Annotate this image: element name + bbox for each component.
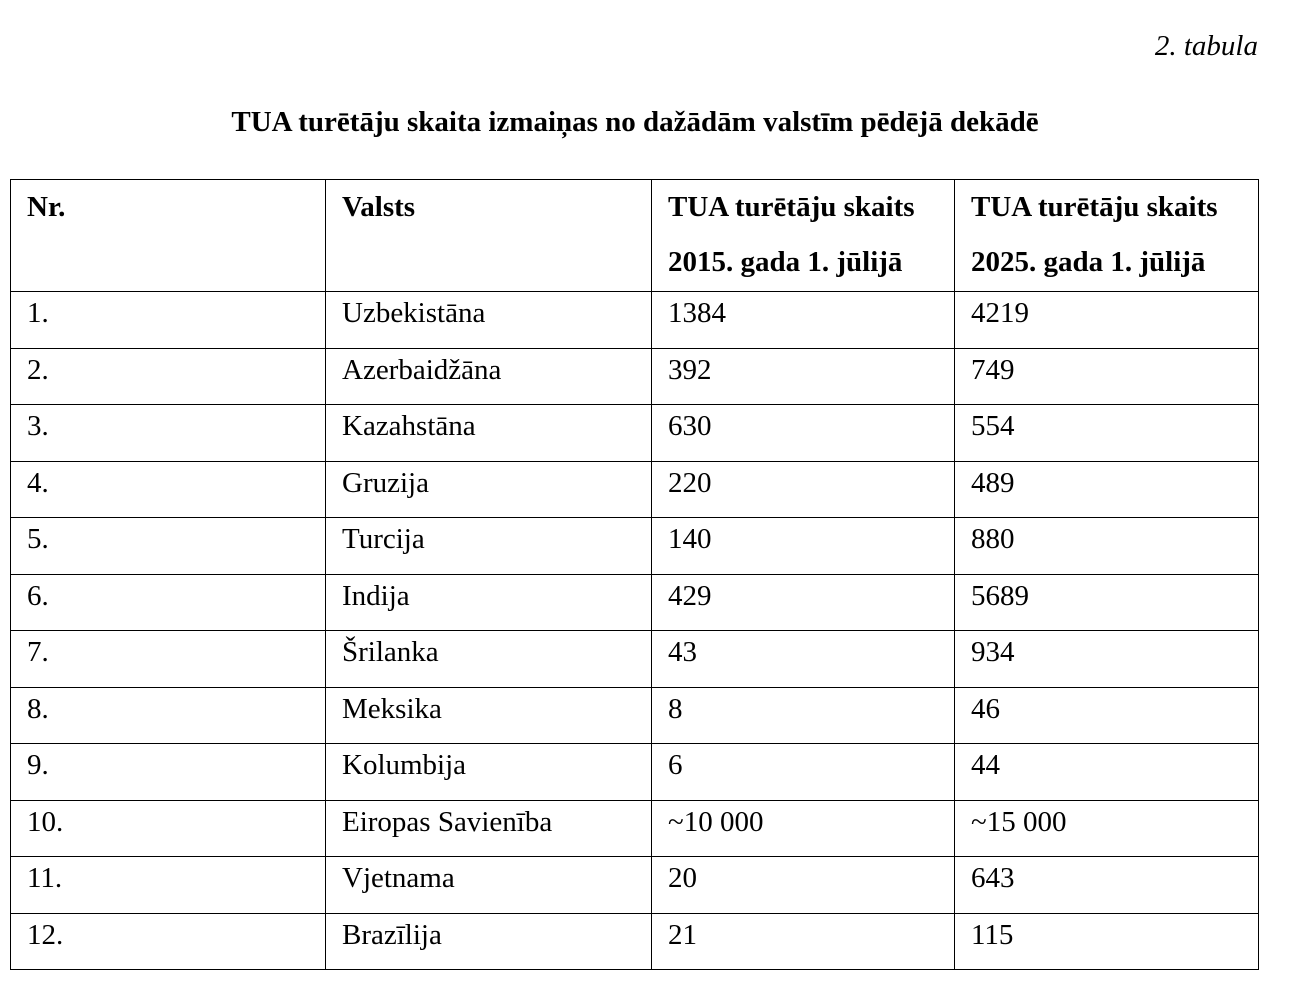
cell-count-2025: 4219 xyxy=(955,292,1259,349)
cell-count-2015: 6 xyxy=(652,744,955,801)
cell-count-2015: 21 xyxy=(652,913,955,970)
table-row xyxy=(11,857,1259,914)
table-row xyxy=(11,348,1259,405)
cell-nr: 9. xyxy=(11,744,326,801)
header-row xyxy=(11,180,1259,292)
cell-nr: 10. xyxy=(11,800,326,857)
cell-country: Uzbekistāna xyxy=(326,292,652,349)
cell-country: Šrilanka xyxy=(326,631,652,688)
cell-nr: 12. xyxy=(11,913,326,970)
header-count-2015 xyxy=(652,180,955,292)
header-count-2025-line1: TUA turētāju skaits xyxy=(971,191,1218,223)
header-count-2015-line2: 2015. gada 1. jūlijā xyxy=(668,246,903,278)
table-row xyxy=(11,800,1259,857)
cell-count-2015: 43 xyxy=(652,631,955,688)
table-row xyxy=(11,518,1259,575)
cell-count-2025: 934 xyxy=(955,631,1259,688)
cell-country: Kazahstāna xyxy=(326,405,652,462)
table-row xyxy=(11,405,1259,462)
header-count-2025 xyxy=(955,180,1259,292)
cell-nr: 4. xyxy=(11,461,326,518)
cell-count-2025: 115 xyxy=(955,913,1259,970)
table-row xyxy=(11,574,1259,631)
header-count-2015-line1: TUA turētāju skaits xyxy=(668,191,915,223)
cell-count-2015: 1384 xyxy=(652,292,955,349)
table-row xyxy=(11,631,1259,688)
table-row xyxy=(11,744,1259,801)
cell-count-2015: 429 xyxy=(652,574,955,631)
cell-country: Vjetnama xyxy=(326,857,652,914)
cell-count-2015: 20 xyxy=(652,857,955,914)
cell-count-2015: 630 xyxy=(652,405,955,462)
cell-count-2015: 392 xyxy=(652,348,955,405)
cell-count-2025: 554 xyxy=(955,405,1259,462)
header-country: Valsts xyxy=(326,180,652,292)
cell-nr: 8. xyxy=(11,687,326,744)
cell-nr: 1. xyxy=(11,292,326,349)
header-count-2025-line2: 2025. gada 1. jūlijā xyxy=(971,246,1206,278)
table-number-label: 2. tabula xyxy=(1154,30,1258,62)
cell-country: Brazīlija xyxy=(326,913,652,970)
cell-count-2025: 5689 xyxy=(955,574,1259,631)
cell-count-2015: 220 xyxy=(652,461,955,518)
cell-nr: 7. xyxy=(11,631,326,688)
table-row xyxy=(11,292,1259,349)
header-nr: Nr. xyxy=(11,180,326,292)
cell-count-2025: 880 xyxy=(955,518,1259,575)
cell-country: Kolumbija xyxy=(326,744,652,801)
cell-country: Meksika xyxy=(326,687,652,744)
cell-count-2025: 46 xyxy=(955,687,1259,744)
cell-count-2025: 749 xyxy=(955,348,1259,405)
cell-count-2025: ~15 000 xyxy=(955,800,1259,857)
cell-count-2025: 643 xyxy=(955,857,1259,914)
table-row xyxy=(11,461,1259,518)
table-header xyxy=(11,180,1259,292)
table-title: TUA turētāju skaita izmaiņas no dažādām valstīm pēdējā dekādē xyxy=(231,106,1039,138)
cell-nr: 3. xyxy=(11,405,326,462)
table-row xyxy=(11,913,1259,970)
cell-nr: 11. xyxy=(11,857,326,914)
table-body xyxy=(11,292,1259,970)
cell-count-2015: 140 xyxy=(652,518,955,575)
table-row xyxy=(11,687,1259,744)
cell-nr: 6. xyxy=(11,574,326,631)
cell-country: Turcija xyxy=(326,518,652,575)
cell-nr: 5. xyxy=(11,518,326,575)
cell-count-2025: 489 xyxy=(955,461,1259,518)
cell-country: Azerbaidžāna xyxy=(326,348,652,405)
cell-count-2015: ~10 000 xyxy=(652,800,955,857)
cell-country: Indija xyxy=(326,574,652,631)
cell-count-2025: 44 xyxy=(955,744,1259,801)
cell-count-2015: 8 xyxy=(652,687,955,744)
cell-nr: 2. xyxy=(11,348,326,405)
cell-country: Gruzija xyxy=(326,461,652,518)
data-table xyxy=(10,179,1259,970)
cell-country: Eiropas Savienība xyxy=(326,800,652,857)
